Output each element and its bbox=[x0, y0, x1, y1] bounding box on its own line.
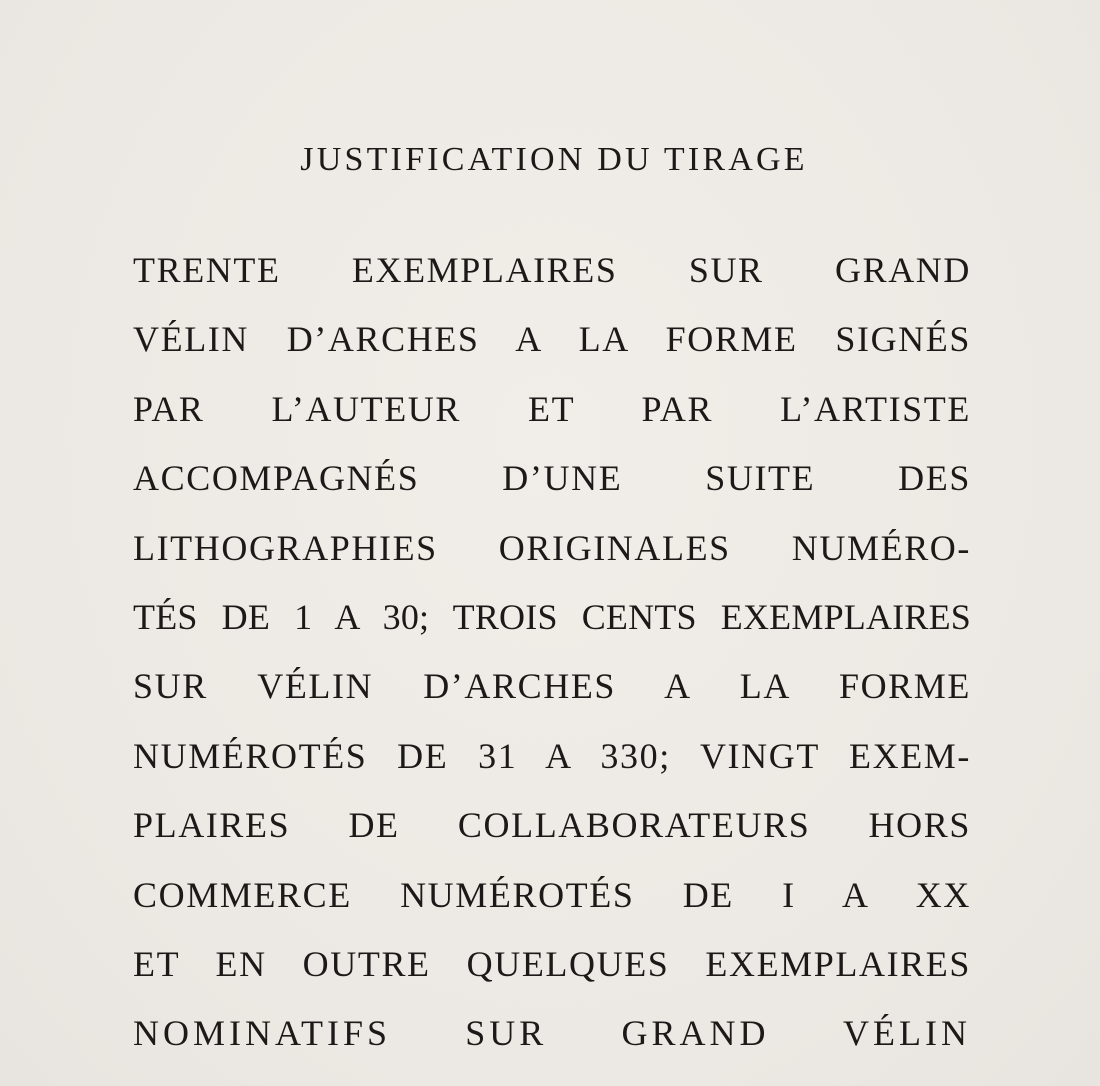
text-line: PAR L’AUTEUR ET PAR L’ARTISTE bbox=[133, 388, 971, 429]
page-title: JUSTIFICATION DU TIRAGE bbox=[300, 141, 808, 178]
text-line: SUR VÉLIN D’ARCHES A LA FORME bbox=[133, 666, 971, 707]
text-line: ET EN OUTRE QUELQUES EXEMPLAIRES bbox=[133, 943, 971, 984]
text-line: VÉLIN D’ARCHES A LA FORME SIGNÉS bbox=[133, 319, 971, 360]
edition-statement bbox=[133, 246, 971, 1079]
text-line: TRENTE EXEMPLAIRES SUR GRAND bbox=[133, 250, 971, 290]
text-line: TÉS DE 1 A 30; TROIS CENTS EXEMPLAIRES bbox=[133, 596, 971, 637]
text-line: NOMINATIFS SUR GRAND VÉLIN bbox=[133, 1013, 971, 1054]
text-line: NUMÉROTÉS DE 31 A 330; VINGT EXEM- bbox=[133, 735, 971, 776]
text-line: PLAIRES DE COLLABORATEURS HORS bbox=[133, 805, 971, 846]
text-line: COMMERCE NUMÉROTÉS DE I A XX bbox=[133, 874, 971, 915]
text-line: LITHOGRAPHIES ORIGINALES NUMÉRO- bbox=[133, 527, 971, 568]
text-line: ACCOMPAGNÉS D’UNE SUITE DES bbox=[133, 458, 971, 499]
